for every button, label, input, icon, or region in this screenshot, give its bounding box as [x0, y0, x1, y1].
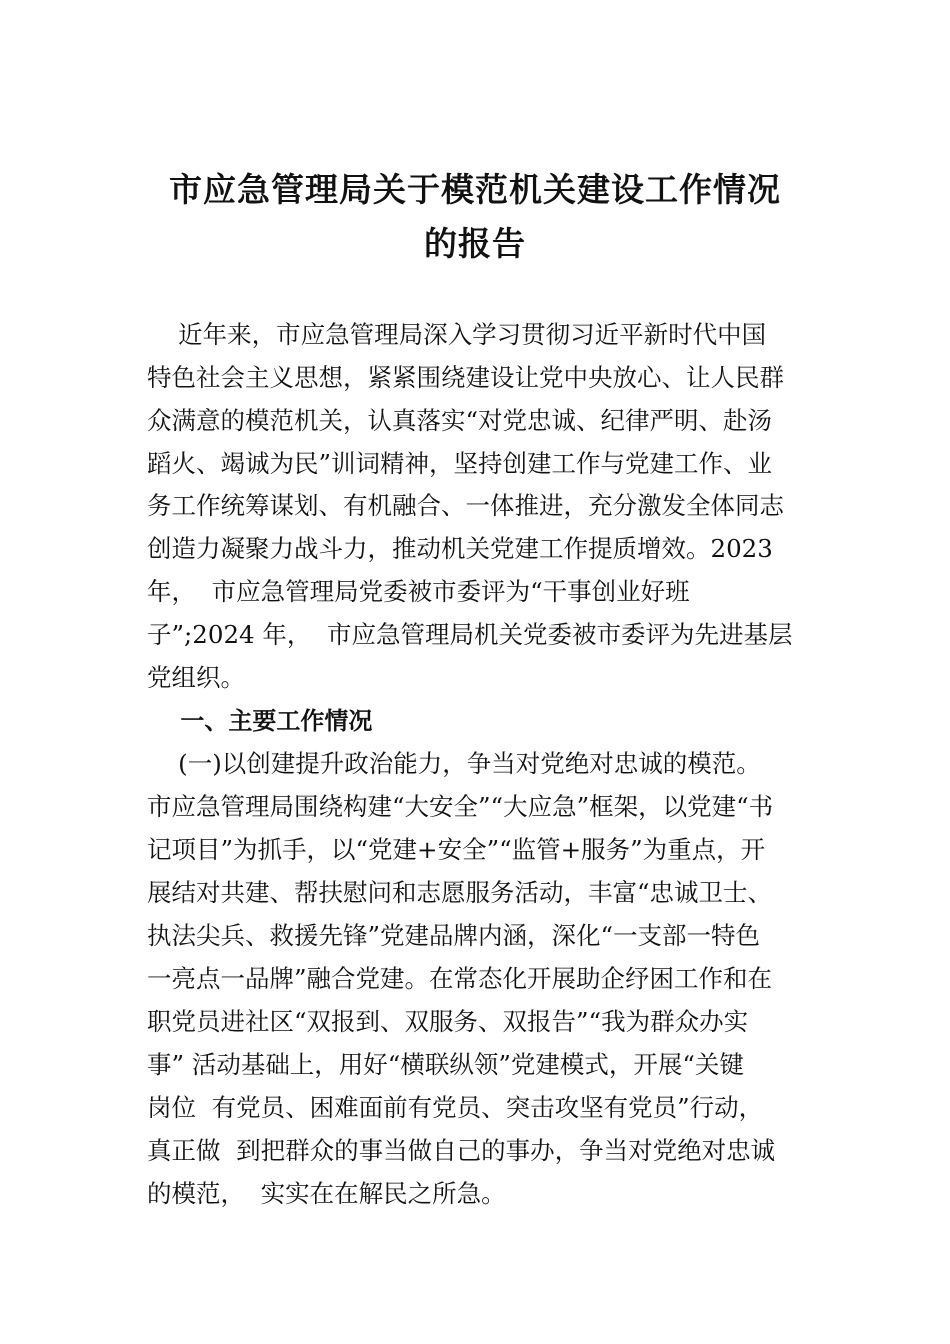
paragraph-line: 创造力凝聚力战斗力，推动机关党建工作提质增效。2023 — [147, 534, 773, 563]
paragraph-line: 的模范， 实实在在解民之所急。 — [147, 1179, 506, 1208]
paragraph-line: 一亮点一品牌”融合党建。在常态化开展助企纾困工作和在 — [147, 964, 773, 993]
document-title-line-1: 市应急管理局关于模范机关建设工作情况 — [169, 170, 781, 209]
paragraph-line: 众满意的模范机关，认真落实“对党忠诚、纪律严明、赴汤 — [147, 406, 773, 435]
paragraph-line: 展结对共建、帮扶慰问和志愿服务活动，丰富“忠诚卫士、 — [147, 878, 773, 907]
document-title-line-2: 的报告 — [424, 224, 526, 263]
paragraph-line: 真正做 到把群众的事当做自己的事办，争当对党绝对忠诚 — [147, 1136, 776, 1165]
paragraph-line: 党组织。 — [147, 663, 245, 692]
paragraph-line: 岗位 有党员、困难面前有党员、突击攻坚有党员”行动， — [147, 1093, 764, 1122]
paragraph-line: 年， 市应急管理局党委被市委评为“干事创业好班 — [147, 577, 690, 606]
section-heading: 一、主要工作情况 — [147, 707, 373, 735]
paragraph-line: 市应急管理局围绕构建“大安全”“大应急”框架，以党建“书 — [147, 792, 774, 821]
paragraph-line: 特色社会主义思想，紧紧围绕建设让党中央放心、让人民群 — [147, 363, 784, 392]
paragraph-line: 事” 活动基础上，用好“横联纵领”党建模式，开展“关键 — [147, 1050, 744, 1079]
paragraph-line: 近年来，市应急管理局深入学习贯彻习近平新时代中国 — [147, 320, 767, 349]
paragraph-line: (一)以创建提升政治能力，争当对党绝对忠诚的模范。 — [147, 749, 761, 778]
paragraph-line: 子”;2024 年， 市应急管理局机关党委被市委评为先进基层 — [147, 620, 793, 649]
paragraph-line: 执法尖兵、救援先锋”党建品牌内涵，深化“一支部一特色 — [147, 921, 761, 950]
paragraph-line: 职党员进社区“双报到、双服务、双报告”“我为群众办实 — [147, 1007, 749, 1036]
paragraph-line: 记项目”为抓手，以“党建+安全”“监管+服务”为重点，开 — [147, 835, 766, 864]
paragraph-line: 务工作统筹谋划、有机融合、一体推进，充分激发全体同志 — [147, 491, 784, 520]
paragraph-line: 蹈火、竭诚为民”训词精神，坚持创建工作与党建工作、业 — [147, 449, 773, 478]
